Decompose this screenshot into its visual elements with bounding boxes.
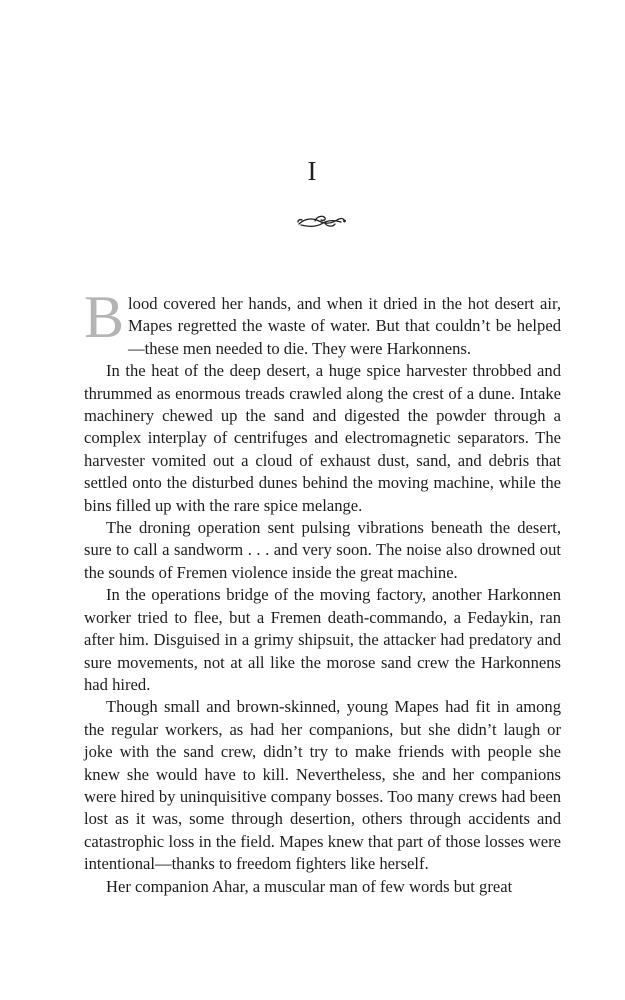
paragraph-text: lood covered her hands, and when it dried in the hot desert air, Mapes regretted the waste of water. But that couldn’t be helped—these men needed to die. They were Harkonnens. (128, 294, 561, 358)
paragraph: The droning operation sent pulsing vibrations beneath the desert, sure to call a sandworm . . . and very soon. The noise also drowned out the sounds of Fremen violence inside the great machine. (84, 518, 561, 582)
chapter-number: I (307, 156, 318, 186)
paragraph: In the operations bridge of the moving factory, another Harkonnen worker tried to flee, but a Fremen death-commando, a Fedaykin, ran after him. Disguised in a grimy shipsuit, the attacker had predatory and sure movements, not at all like the morose sand crew the Harkonnens had hired. (84, 585, 561, 694)
paragraph: Her companion Ahar, a muscular man of few words but great (106, 876, 513, 896)
chapter-text (84, 284, 561, 898)
paragraph (84, 284, 561, 360)
paragraph: Though small and brown-skinned, young Mapes had fit in among the regular workers, as had her companions, but she didn’t laugh or joke with the sand crew, didn’t try to make friends with people she knew she would have to kill. Nevertheless, she and her companions were hired by uninquisitive company bosses. Too many crews had been lost as it was, some through desertion, others through accidents and catastrophic loss in the field. Mapes knew that part of those losses were intentional—thanks to freedom fighters like herself. (84, 697, 561, 874)
drop-cap: B (84, 284, 125, 350)
paragraph: In the heat of the deep desert, a huge spice harvester throbbed and thrummed as enormous treads crawled along the crest of a dune. Intake machinery chewed up the sand and digested the powder through a complex interplay of centrifuges and electromagnetic separators. The harvester vomited out a cloud of exhaust dust, sand, and debris that settled onto the disturbed dunes behind the moving machine, while the bins filled up with the rare spice melange. (84, 361, 561, 515)
flourish-ornament-icon (295, 212, 347, 230)
